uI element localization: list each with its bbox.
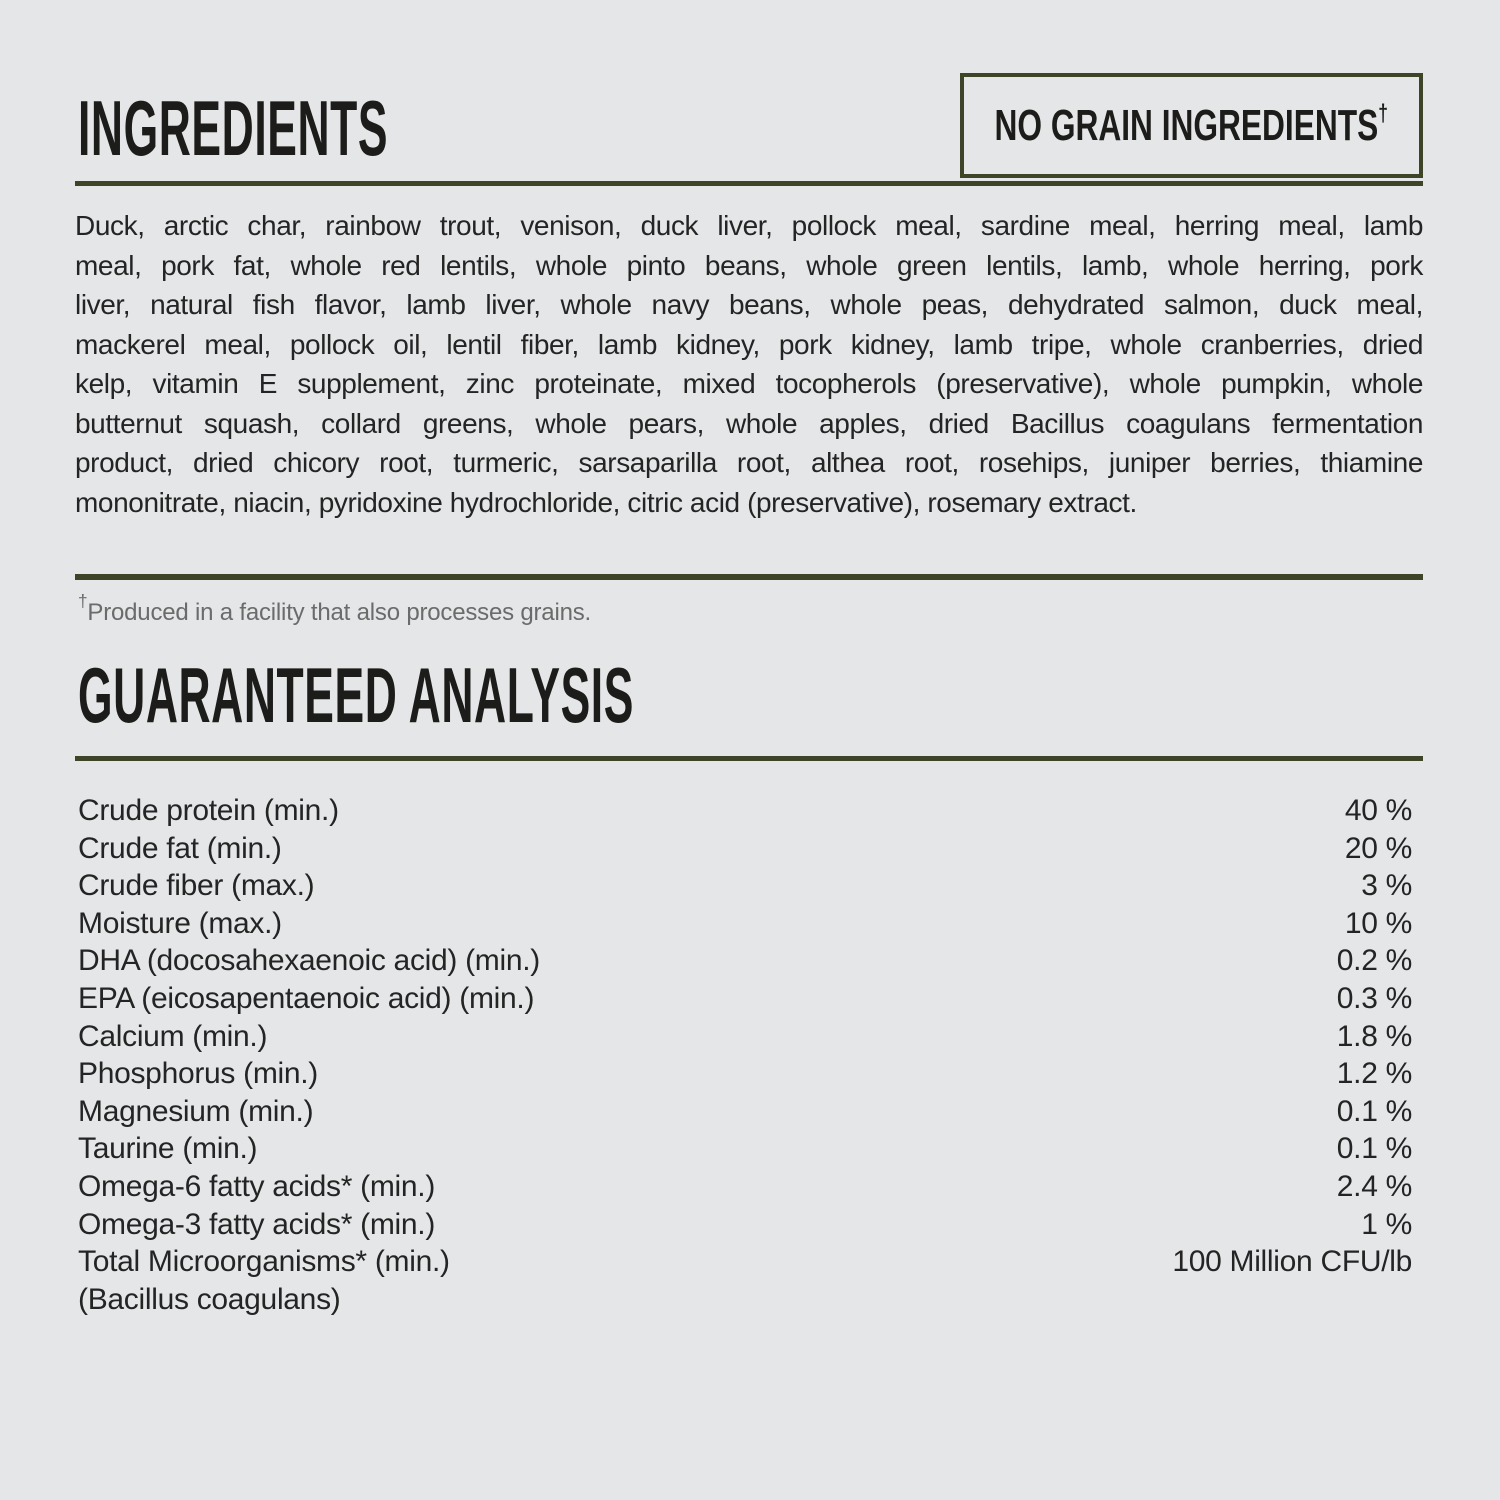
ingredients-line: mackerel meal, pollock oil, lentil fiber, lamb kidney, pork kidney, lamb tripe, whole cranberries, dried bbox=[75, 328, 1423, 360]
row-label: Calcium (min.) bbox=[78, 1019, 268, 1053]
ingredients-divider bbox=[75, 181, 1423, 186]
no-grain-badge-text bbox=[995, 101, 1388, 151]
ingredients-line: butternut squash, collard greens, whole pears, whole apples, dried Bacillus coagulans fermentation bbox=[75, 407, 1423, 439]
table-row bbox=[78, 1130, 1412, 1168]
table-row bbox=[78, 792, 1412, 830]
ingredients-line: Duck, arctic char, rainbow trout, venison, duck liver, pollock meal, sardine meal, herring meal, lamb bbox=[75, 210, 1423, 241]
row-label: Magnesium (min.) bbox=[78, 1094, 314, 1128]
row-label: Crude fat (min.) bbox=[78, 831, 282, 865]
ingredients-title-text: INGREDIENTS bbox=[78, 84, 389, 172]
ingredients-title bbox=[78, 84, 622, 172]
row-label: Omega-6 fatty acids* (min.) bbox=[78, 1169, 436, 1203]
footnote-divider bbox=[75, 574, 1423, 580]
table-row bbox=[78, 1093, 1412, 1131]
analysis-divider bbox=[75, 756, 1423, 761]
grain-facility-footnote bbox=[78, 590, 591, 628]
row-value: 2.4 % bbox=[1336, 1169, 1412, 1203]
row-label: Moisture (max.) bbox=[78, 906, 282, 940]
table-row bbox=[78, 1168, 1412, 1206]
ingredients-line: liver, natural fish flavor, lamb liver, whole navy beans, whole peas, dehydrated salmon, duck meal, bbox=[75, 289, 1423, 320]
table-row bbox=[78, 867, 1412, 905]
table-row bbox=[78, 1018, 1412, 1056]
guaranteed-analysis-title-text: GUARANTEED ANALYSIS bbox=[78, 651, 634, 739]
row-label: Crude fiber (max.) bbox=[78, 869, 315, 903]
table-row bbox=[78, 1206, 1412, 1244]
table-row bbox=[78, 980, 1412, 1018]
dagger-superscript: † bbox=[1378, 99, 1389, 127]
footnote-text: Produced in a facility that also processes grains. bbox=[87, 599, 592, 626]
row-label: Omega-3 fatty acids* (min.) bbox=[78, 1207, 436, 1241]
row-value: 0.2 % bbox=[1336, 944, 1412, 978]
guaranteed-analysis-title bbox=[78, 651, 1053, 739]
ingredients-line: meal, pork fat, whole red lentils, whole pinto beans, whole green lentils, lamb, whole herring, pork bbox=[75, 249, 1423, 281]
table-row bbox=[78, 830, 1412, 868]
row-label: (Bacillus coagulans) bbox=[78, 1282, 341, 1316]
row-value: 0.1 % bbox=[1336, 1132, 1412, 1166]
table-row bbox=[78, 1055, 1412, 1093]
row-label: DHA (docosahexaenoic acid) (min.) bbox=[78, 944, 540, 978]
row-value: 100 Million CFU/lb bbox=[1172, 1245, 1412, 1279]
ingredients-line: product, dried chicory root, turmeric, sarsaparilla root, althea root, rosehips, juniper berries, thiamine bbox=[75, 447, 1423, 478]
row-label: Total Microorganisms* (min.) bbox=[78, 1245, 450, 1279]
row-value: 1.8 % bbox=[1336, 1019, 1412, 1053]
row-label: Crude protein (min.) bbox=[78, 794, 339, 827]
guaranteed-analysis-table bbox=[78, 792, 1412, 1318]
row-label: EPA (eicosapentaenoic acid) (min.) bbox=[78, 981, 535, 1015]
row-value: 20 % bbox=[1344, 831, 1412, 865]
row-value: 1 % bbox=[1361, 1207, 1412, 1241]
row-label: Taurine (min.) bbox=[78, 1132, 258, 1166]
row-value: 1.2 % bbox=[1336, 1057, 1412, 1091]
row-value: 10 % bbox=[1344, 906, 1412, 940]
table-row bbox=[78, 1243, 1412, 1281]
ingredients-line: kelp, vitamin E supplement, zinc proteinate, mixed tocopherols (preservative), whole pumpkin, whole bbox=[75, 368, 1423, 399]
row-label: Phosphorus (min.) bbox=[78, 1057, 318, 1091]
no-grain-badge bbox=[960, 73, 1423, 178]
row-value: 0.1 % bbox=[1336, 1094, 1412, 1128]
ingredients-line: mononitrate, niacin, pyridoxine hydrochloride, citric acid (preservative), rosemary extract. bbox=[75, 486, 1137, 518]
row-value: 0.3 % bbox=[1336, 981, 1412, 1015]
no-grain-badge-label: NO GRAIN INGREDIENTS bbox=[994, 100, 1379, 150]
table-row bbox=[78, 942, 1412, 980]
row-value: 3 % bbox=[1361, 869, 1412, 903]
footnote-dagger: † bbox=[78, 590, 88, 611]
row-value: 40 % bbox=[1344, 794, 1412, 827]
table-row bbox=[78, 905, 1412, 943]
table-row bbox=[78, 1281, 1412, 1319]
ingredients-text bbox=[75, 206, 1423, 522]
